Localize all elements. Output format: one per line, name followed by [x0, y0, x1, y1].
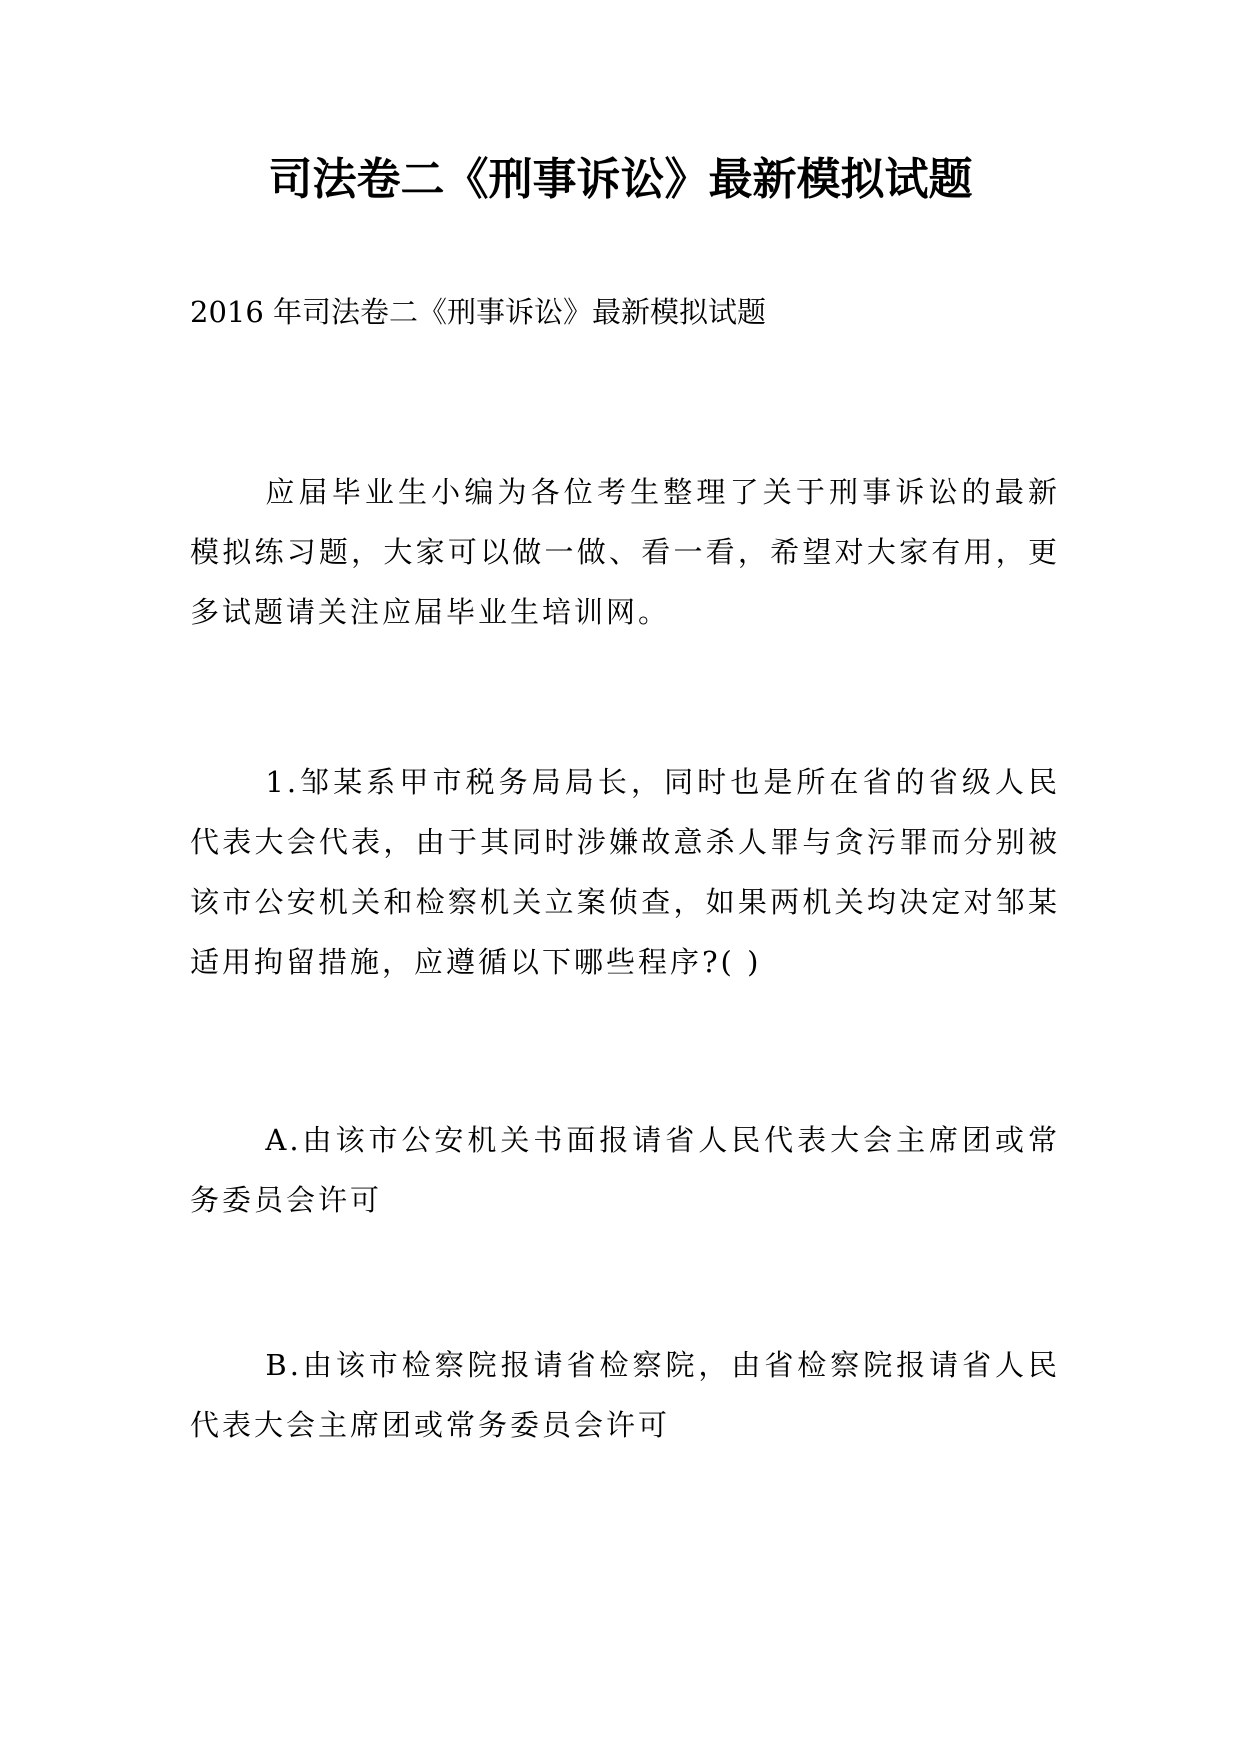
option-a-text: A.由该市公安机关书面报请省人民代表大会主席团或常务委员会许可	[190, 1123, 1060, 1217]
document-title: 司法卷二《刑事诉讼》最新模拟试题	[268, 154, 973, 205]
document-subtitle: 2016 年司法卷二《刑事诉讼》最新模拟试题	[190, 295, 767, 329]
intro-paragraph: 应届毕业生小编为各位考生整理了关于刑事诉讼的最新模拟练习题，大家可以做一做、看一看，希望对大家有用，更多试题请关注应届毕业生培训网。	[190, 475, 1060, 629]
question-1-text: 1.邹某系甲市税务局局长，同时也是所在省的省级人民代表大会代表，由于其同时涉嫌故意杀人罪与贪污罪而分别被该市公安机关和检察机关立案侦查，如果两机关均决定对邹某适用拘留措施，应遵循以下哪些程序?( )	[190, 765, 1060, 979]
option-b-text: B.由该市检察院报请省检察院，由省检察院报请省人民代表大会主席团或常务委员会许可	[190, 1348, 1060, 1442]
